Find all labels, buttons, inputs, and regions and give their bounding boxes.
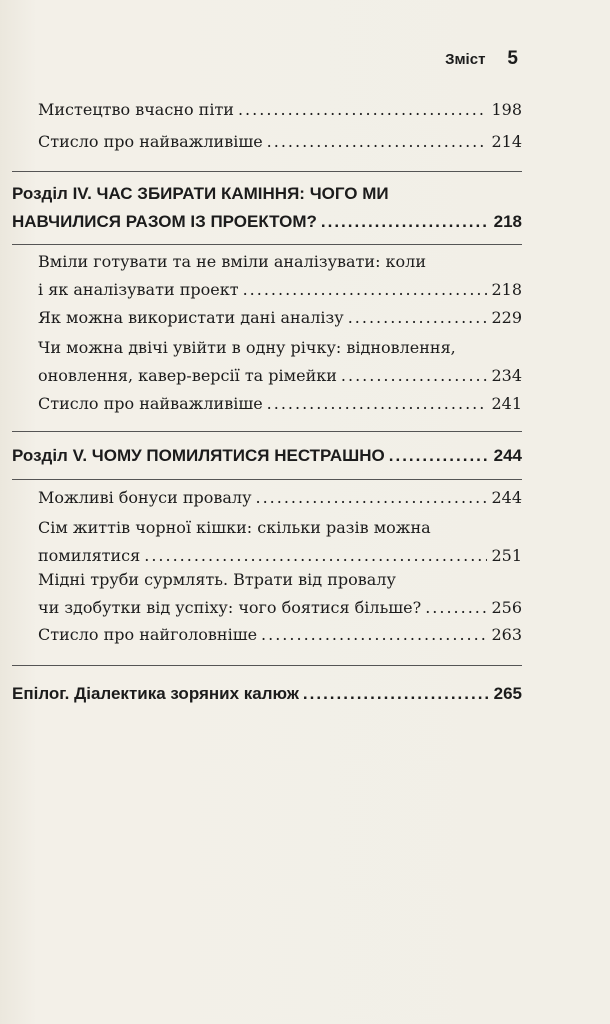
entry-title: Стисло про найголовніше bbox=[38, 625, 258, 644]
entry-page: 229 bbox=[491, 308, 522, 327]
entry-page: 256 bbox=[491, 598, 522, 617]
toc-entry bbox=[38, 621, 522, 649]
toc-entry bbox=[38, 304, 522, 332]
toc-entry bbox=[38, 566, 522, 622]
section-divider bbox=[12, 431, 522, 432]
entry-title: і як аналізувати проект bbox=[38, 280, 239, 299]
entry-page: 244 bbox=[493, 446, 522, 465]
entry-title: Як можна використати дані аналізу bbox=[38, 308, 344, 327]
toc-entry bbox=[38, 128, 522, 156]
entry-title: оновлення, кавер-версії та рімейки bbox=[38, 366, 337, 385]
dot-leader bbox=[256, 484, 488, 512]
entry-title-line1: Мідні труби сурмлять. Втрати від провалу bbox=[38, 570, 396, 589]
entry-page: 241 bbox=[491, 394, 522, 413]
running-header bbox=[445, 48, 518, 70]
section-divider bbox=[12, 244, 522, 245]
toc-entry bbox=[38, 390, 522, 418]
toc-entry bbox=[38, 248, 522, 304]
entry-title-line1: Сім життів чорної кішки: скільки разів можна bbox=[38, 518, 431, 537]
entry-title: НАВЧИЛИСЯ РАЗОМ ІЗ ПРОЕКТОМ? bbox=[12, 212, 317, 231]
dot-leader bbox=[303, 680, 490, 708]
dot-leader bbox=[348, 304, 488, 332]
entry-title: Можливі бонуси провалу bbox=[38, 488, 252, 507]
entry-title: Епілог. Діалектика зоряних калюж bbox=[12, 684, 299, 703]
entry-title-line1: Чи можна двічі увійти в одну річку: відновлення, bbox=[38, 338, 456, 357]
entry-page: 251 bbox=[491, 546, 522, 565]
entry-page: 244 bbox=[491, 488, 522, 507]
entry-page: 263 bbox=[491, 625, 522, 644]
entry-page: 198 bbox=[491, 100, 522, 119]
entry-title: Стисло про найважливіше bbox=[38, 394, 263, 413]
entry-title-line1: Вміли готувати та не вміли аналізувати: коли bbox=[38, 252, 427, 271]
header-title: Зміст bbox=[445, 51, 486, 68]
dot-leader bbox=[341, 362, 488, 390]
entry-title-line1: Розділ IV. ЧАС ЗБИРАТИ КАМІННЯ: ЧОГО МИ bbox=[12, 184, 389, 203]
toc-chapter bbox=[12, 442, 522, 470]
section-divider bbox=[12, 171, 522, 172]
section-divider bbox=[12, 479, 522, 480]
section-divider bbox=[12, 665, 522, 666]
toc-chapter bbox=[12, 180, 522, 236]
entry-page: 218 bbox=[491, 280, 522, 299]
entry-page: 214 bbox=[491, 132, 522, 151]
dot-leader bbox=[389, 442, 490, 470]
entry-page: 265 bbox=[493, 684, 522, 703]
dot-leader bbox=[267, 128, 488, 156]
entry-title: Розділ V. ЧОМУ ПОМИЛЯТИСЯ НЕСТРАШНО bbox=[12, 446, 385, 465]
dot-leader bbox=[425, 594, 487, 622]
entry-title: чи здобутки від успіху: чого боятися більше? bbox=[38, 598, 422, 617]
dot-leader bbox=[243, 276, 488, 304]
toc-chapter bbox=[12, 680, 522, 708]
dot-leader bbox=[261, 621, 487, 649]
dot-leader bbox=[321, 208, 490, 236]
dot-leader bbox=[238, 96, 487, 124]
entry-page: 234 bbox=[491, 366, 522, 385]
toc-entry bbox=[38, 334, 522, 390]
entry-title: Стисло про найважливіше bbox=[38, 132, 263, 151]
dot-leader bbox=[267, 390, 488, 418]
toc-entry bbox=[38, 484, 522, 512]
entry-page: 218 bbox=[493, 212, 522, 231]
header-page-number: 5 bbox=[507, 48, 518, 69]
entry-title: помилятися bbox=[38, 546, 141, 565]
toc-entry bbox=[38, 514, 522, 570]
entry-title: Мистецтво вчасно піти bbox=[38, 100, 234, 119]
toc-entry bbox=[38, 96, 522, 124]
